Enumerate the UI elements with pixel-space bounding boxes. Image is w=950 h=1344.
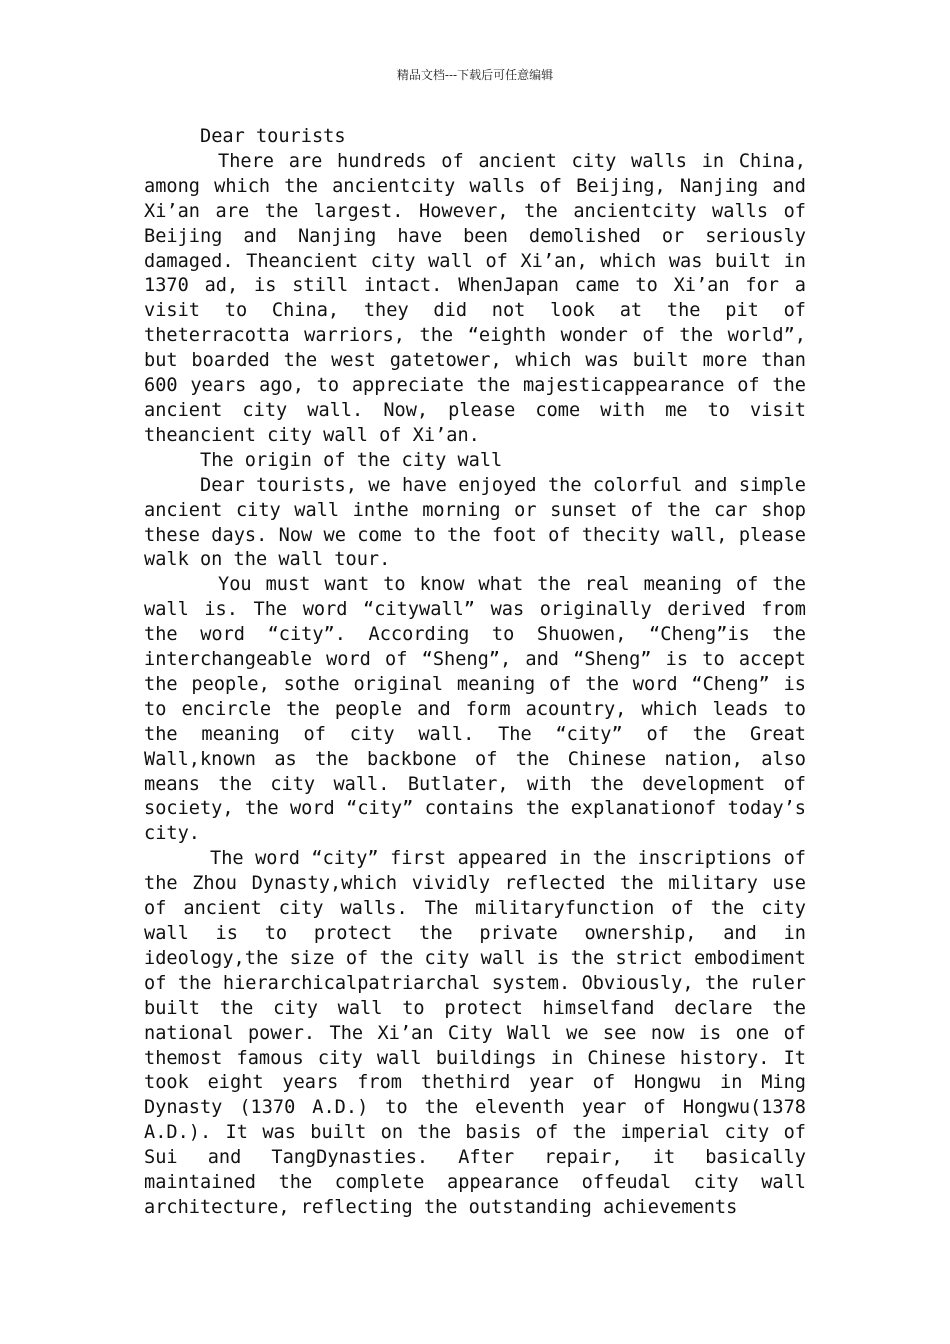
document-body — [144, 125, 806, 1221]
greeting: Dear tourists — [200, 126, 346, 147]
section-heading: The origin of the city wall — [200, 449, 503, 471]
page-header: 精品文档---下载后可任意编辑 — [396, 68, 554, 82]
intro-paragraph: There are hundreds of ancient city walls in China, among which the ancientcity walls of Beijing, Nanjing and Xi’an are the largest. However, the ancientcity walls of Beijing and Nanjing have been demolished or seriously damaged. Theancient city wall of Xi’an, which was built in 1370 ad, is still intact. WhenJapan came to Xi’an for a visit to China, they did not look at the pit of theterracotta warriors, the “eighth wonder of the world”, but boarded the west gatetower, which was built more than 600 years ago, to appreciate the majesticappearance of the ancient city wall. Now, please come with me to visit theancient city wall of Xi’an. — [144, 150, 806, 446]
body-paragraph: The word “city” first appeared in the inscriptions of the Zhou Dynasty,which vividly reflected the military use of ancient city walls. The militaryfunction of the city wall is to protect the private ownership, and in ideology,the size of the city wall is the strict embodiment of the hierarchicalpatriarchal system. Obviously, the ruler built the city wall to protect himselfand declare the national power. The Xi’an City Wall we see now is one of themost famous city wall buildings in Chinese history. It took eight years from thethird year of Hongwu in Ming Dynasty (1370 A.D.) to the eleventh year of Hongwu(1378 A.D.). It was built on the basis of the imperial city of Sui and TangDynasties. After repair, it basically maintained the complete appearance offeudal city wall architecture, reflecting the outstanding achievements — [144, 848, 806, 1218]
body-paragraph: Dear tourists, we have enjoyed the colorful and simple ancient city wall inthe morning or sunset of the car shop these days. Now we come to the foot of thecity wall, please walk on the wall tour. — [144, 474, 806, 571]
body-paragraph: You must want to know what the real meaning of the wall is. The word “citywall” was originally derived from the word “city”. According to Shuowen, “Cheng”is the interchangeable word of “Sheng”, and “Sheng” is to accept the people, sothe original meaning of the word “Cheng” is to encircle the people and form acountry, which leads to the meaning of city wall. The “city” of the Great Wall,known as the backbone of the Chinese nation, also means the city wall. Butlater, with the development of society, the word “city” contains the explanationof today’s city. — [144, 574, 806, 845]
